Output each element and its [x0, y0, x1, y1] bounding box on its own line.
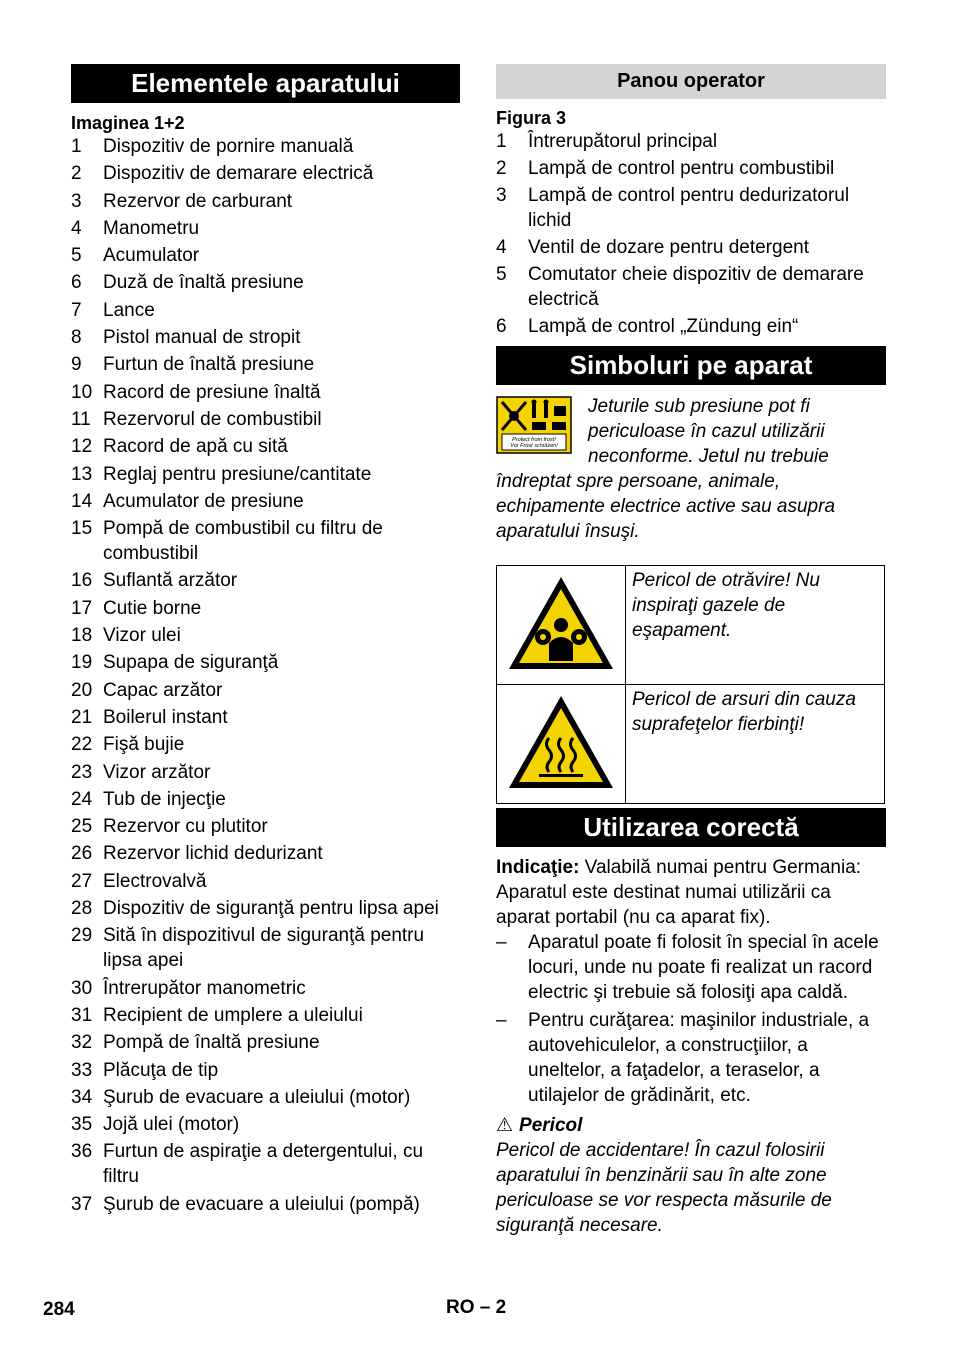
item-number: 2	[71, 163, 82, 185]
list-item	[71, 678, 460, 703]
item-text: Boilerul instant	[103, 706, 228, 728]
danger-title: Pericol	[519, 1115, 583, 1136]
hazard-row-poison	[497, 566, 885, 685]
item-number: 36	[71, 1141, 93, 1163]
item-text: Plăcuţa de tip	[103, 1059, 219, 1081]
list-item	[71, 650, 460, 675]
item-text: Electrovalvă	[103, 870, 207, 892]
item-text: Lampă de control „Zündung ein“	[528, 316, 799, 337]
right-column	[496, 64, 886, 1238]
item-text: Vizor arzător	[103, 761, 211, 783]
item-text: Dispozitiv de siguranţă pentru lipsa apei	[103, 898, 439, 920]
list-item	[71, 1192, 460, 1217]
list-item	[71, 270, 460, 295]
item-text: Jojă ulei (motor)	[103, 1114, 240, 1136]
list-item	[496, 235, 886, 260]
item-text: Întrerupătorul principal	[528, 131, 718, 152]
dash-bullet: –	[496, 932, 507, 953]
item-text: Şurub de evacuare a uleiului (pompă)	[103, 1193, 420, 1215]
danger-heading	[496, 1113, 886, 1138]
device-elements-list	[71, 134, 460, 1217]
item-number: 7	[71, 299, 82, 321]
item-text: Manometru	[103, 217, 200, 239]
list-item	[71, 732, 460, 757]
dash-item-text: Aparatul poate fi folosit în special în acele locuri, unde nu poate fi realizat un racord electric şi trebuie să folosiţi apa caldă.	[528, 932, 879, 1003]
item-text: Furtun de înaltă presiune	[103, 354, 315, 376]
item-number: 27	[71, 870, 93, 892]
item-text: Sită în dispozitivul de siguranţă pentru lipsa apei	[103, 925, 425, 972]
list-item	[496, 129, 886, 154]
symbol-description	[496, 394, 886, 544]
item-number: 29	[71, 925, 93, 947]
list-item	[71, 787, 460, 812]
item-number: 25	[71, 816, 93, 838]
list-item	[71, 760, 460, 785]
item-number: 15	[71, 518, 93, 540]
list-item	[71, 380, 460, 405]
hazard-row-hot-surface	[497, 685, 885, 804]
list-item	[71, 325, 460, 350]
item-text: Supapa de siguranţă	[103, 652, 279, 674]
item-text: Pompă de înaltă presiune	[103, 1032, 320, 1054]
list-item	[71, 1085, 460, 1110]
item-number: 11	[71, 408, 91, 430]
list-item	[496, 183, 886, 233]
left-column	[71, 64, 460, 1219]
item-text: Duză de înaltă presiune	[103, 272, 304, 294]
list-item	[71, 489, 460, 514]
item-text: Dispozitiv de demarare electrică	[103, 163, 374, 185]
list-item	[71, 462, 460, 487]
item-text: Dispozitiv de pornire manuală	[103, 136, 354, 157]
item-text: Recipient de umplere a uleiului	[103, 1004, 363, 1026]
item-text: Întrerupător manometric	[103, 977, 306, 999]
item-number: 4	[496, 237, 507, 258]
heading-operator-panel: Panou operator	[496, 64, 886, 99]
item-text: Lampă de control pentru combustibil	[528, 158, 835, 179]
hazard-text-poison: Pericol de otrăvire! Nu inspiraţi gazele de eşapament.	[626, 566, 885, 685]
item-number: 19	[71, 652, 93, 674]
item-number: 37	[71, 1193, 93, 1215]
page-number: 284	[43, 1299, 75, 1320]
hazard-icon-cell	[497, 685, 626, 804]
item-number: 4	[71, 217, 82, 239]
dash-list-item	[496, 930, 886, 1005]
item-number: 23	[71, 761, 93, 783]
hot-surface-warning-icon	[505, 692, 617, 792]
item-number: 6	[496, 316, 507, 337]
item-number: 28	[71, 898, 93, 920]
item-number: 21	[71, 706, 93, 728]
item-number: 6	[71, 272, 82, 294]
list-item	[496, 314, 886, 339]
item-number: 33	[71, 1059, 93, 1081]
item-number: 31	[71, 1004, 93, 1026]
note-text: Valabilă numai pentru Germania: Aparatul este destinat numai utilizării ca aparat portabil (nu ca aparat fix).	[496, 857, 862, 928]
list-item	[71, 841, 460, 866]
list-item	[71, 1112, 460, 1137]
item-text: Fişă bujie	[103, 734, 185, 756]
sticker-label-line2: Vor Frost schützen!	[510, 443, 558, 449]
item-text: Rezervor de carburant	[103, 190, 293, 212]
item-text: Pompă de combustibil cu filtru de combustibil	[103, 518, 383, 565]
list-item	[71, 352, 460, 377]
list-item	[71, 596, 460, 621]
item-text: Comutator cheie dispozitiv de demarare electrică	[528, 264, 864, 310]
list-item	[71, 814, 460, 839]
symbol-text: Jeturile sub presiune pot fi periculoase în cazul utilizării neconforme. Jetul nu trebuie îndreptat spre persoane, animale, echipamente electrice active sau asupra aparatului însuşi.	[496, 396, 836, 542]
figure-3-label: Figura 3	[496, 108, 567, 128]
list-item	[71, 976, 460, 1001]
item-number: 8	[71, 327, 82, 349]
heading-symbols: Simboluri pe aparat	[496, 346, 886, 385]
hazard-icon-cell	[497, 566, 626, 685]
item-text: Rezervorul de combustibil	[103, 408, 322, 430]
item-number: 16	[71, 570, 93, 592]
list-item	[71, 869, 460, 894]
list-item	[71, 216, 460, 241]
item-text: Lampă de control pentru dedurizatorul lichid	[528, 185, 850, 231]
item-text: Lance	[103, 299, 155, 321]
usage-dash-list	[496, 930, 886, 1108]
item-number: 30	[71, 977, 93, 999]
item-number: 35	[71, 1114, 93, 1136]
list-item	[71, 568, 460, 593]
item-text: Capac arzător	[103, 679, 223, 701]
item-number: 26	[71, 843, 93, 865]
hazard-table	[496, 565, 885, 804]
item-number: 1	[71, 136, 82, 157]
sticker-label-line1: Protect from frost!	[512, 437, 556, 443]
list-item	[71, 1003, 460, 1028]
list-item	[71, 1139, 460, 1189]
item-text: Acumulator	[103, 245, 200, 267]
item-number: 14	[71, 490, 93, 512]
list-item	[71, 623, 460, 648]
item-text: Furtun de aspiraţie a detergentului, cu filtru	[103, 1141, 424, 1188]
list-item	[71, 134, 460, 159]
item-number: 34	[71, 1086, 93, 1108]
list-item	[71, 434, 460, 459]
note-label: Indicaţie:	[496, 857, 580, 878]
item-text: Racord de presiune înaltă	[103, 381, 321, 403]
item-number: 17	[71, 597, 93, 619]
item-text: Rezervor cu plutitor	[103, 816, 268, 838]
list-item	[71, 896, 460, 921]
subheading-figure-1-2: Imaginea 1+2	[71, 113, 185, 133]
list-item	[71, 705, 460, 730]
list-item	[71, 298, 460, 323]
item-number: 9	[71, 354, 82, 376]
hazard-text-hot-surface: Pericol de arsuri din cauza suprafeţelor fierbinţi!	[626, 685, 885, 804]
item-text: Cutie borne	[103, 597, 202, 619]
dash-list-item	[496, 1008, 886, 1108]
item-number: 3	[71, 190, 82, 212]
list-item	[71, 516, 460, 566]
note-paragraph	[496, 855, 886, 930]
item-text: Ventil de dozare pentru detergent	[528, 237, 809, 258]
item-number: 22	[71, 734, 93, 756]
item-number: 20	[71, 679, 93, 701]
list-item	[496, 262, 886, 312]
item-text: Suflantă arzător	[103, 570, 238, 592]
list-item	[71, 1030, 460, 1055]
item-text: Pistol manual de stropit	[103, 327, 301, 349]
item-number: 5	[71, 245, 82, 267]
language-page-indicator: RO – 2	[446, 1297, 507, 1318]
list-item	[71, 243, 460, 268]
heading-correct-use: Utilizarea corectă	[496, 808, 886, 847]
list-item	[71, 189, 460, 214]
item-text: Tub de injecţie	[103, 788, 226, 810]
list-item	[71, 1058, 460, 1083]
poison-gas-warning-icon	[505, 573, 617, 673]
item-number: 24	[71, 788, 93, 810]
item-number: 32	[71, 1032, 93, 1054]
operator-panel-list	[496, 129, 886, 339]
item-number: 3	[496, 185, 507, 206]
list-item	[71, 407, 460, 432]
item-number: 2	[496, 158, 507, 179]
pressure-jet-warning-sticker-icon	[496, 396, 572, 454]
heading-device-elements: Elementele aparatului	[71, 64, 460, 103]
item-number: 10	[71, 381, 93, 403]
danger-text: Pericol de accidentare! În cazul folosirii aparatului în benzinării sau în alte zone periculoase se vor respecta măsurile de siguranţă necesare.	[496, 1140, 832, 1236]
dash-item-text: Pentru curăţarea: maşinilor industriale, a autovehiculelor, a construcţiilor, a uneltelor, a faţadelor, a teraselor, a utilajelor de grădinărit, etc.	[528, 1010, 870, 1106]
item-text: Vizor ulei	[103, 625, 181, 647]
item-number: 1	[496, 131, 507, 152]
list-item	[71, 923, 460, 973]
item-text: Şurub de evacuare a uleiului (motor)	[103, 1086, 411, 1108]
item-number: 18	[71, 625, 93, 647]
item-number: 12	[71, 436, 93, 458]
item-text: Racord de apă cu sită	[103, 436, 288, 458]
item-text: Acumulator de presiune	[103, 490, 304, 512]
item-number: 13	[71, 463, 93, 485]
item-number: 5	[496, 264, 507, 285]
warning-triangle-icon: ⚠	[496, 1115, 514, 1136]
item-text: Rezervor lichid dedurizant	[103, 843, 323, 865]
list-item	[71, 161, 460, 186]
list-item	[496, 156, 886, 181]
item-text: Reglaj pentru presiune/cantitate	[103, 463, 372, 485]
dash-bullet: –	[496, 1010, 507, 1031]
